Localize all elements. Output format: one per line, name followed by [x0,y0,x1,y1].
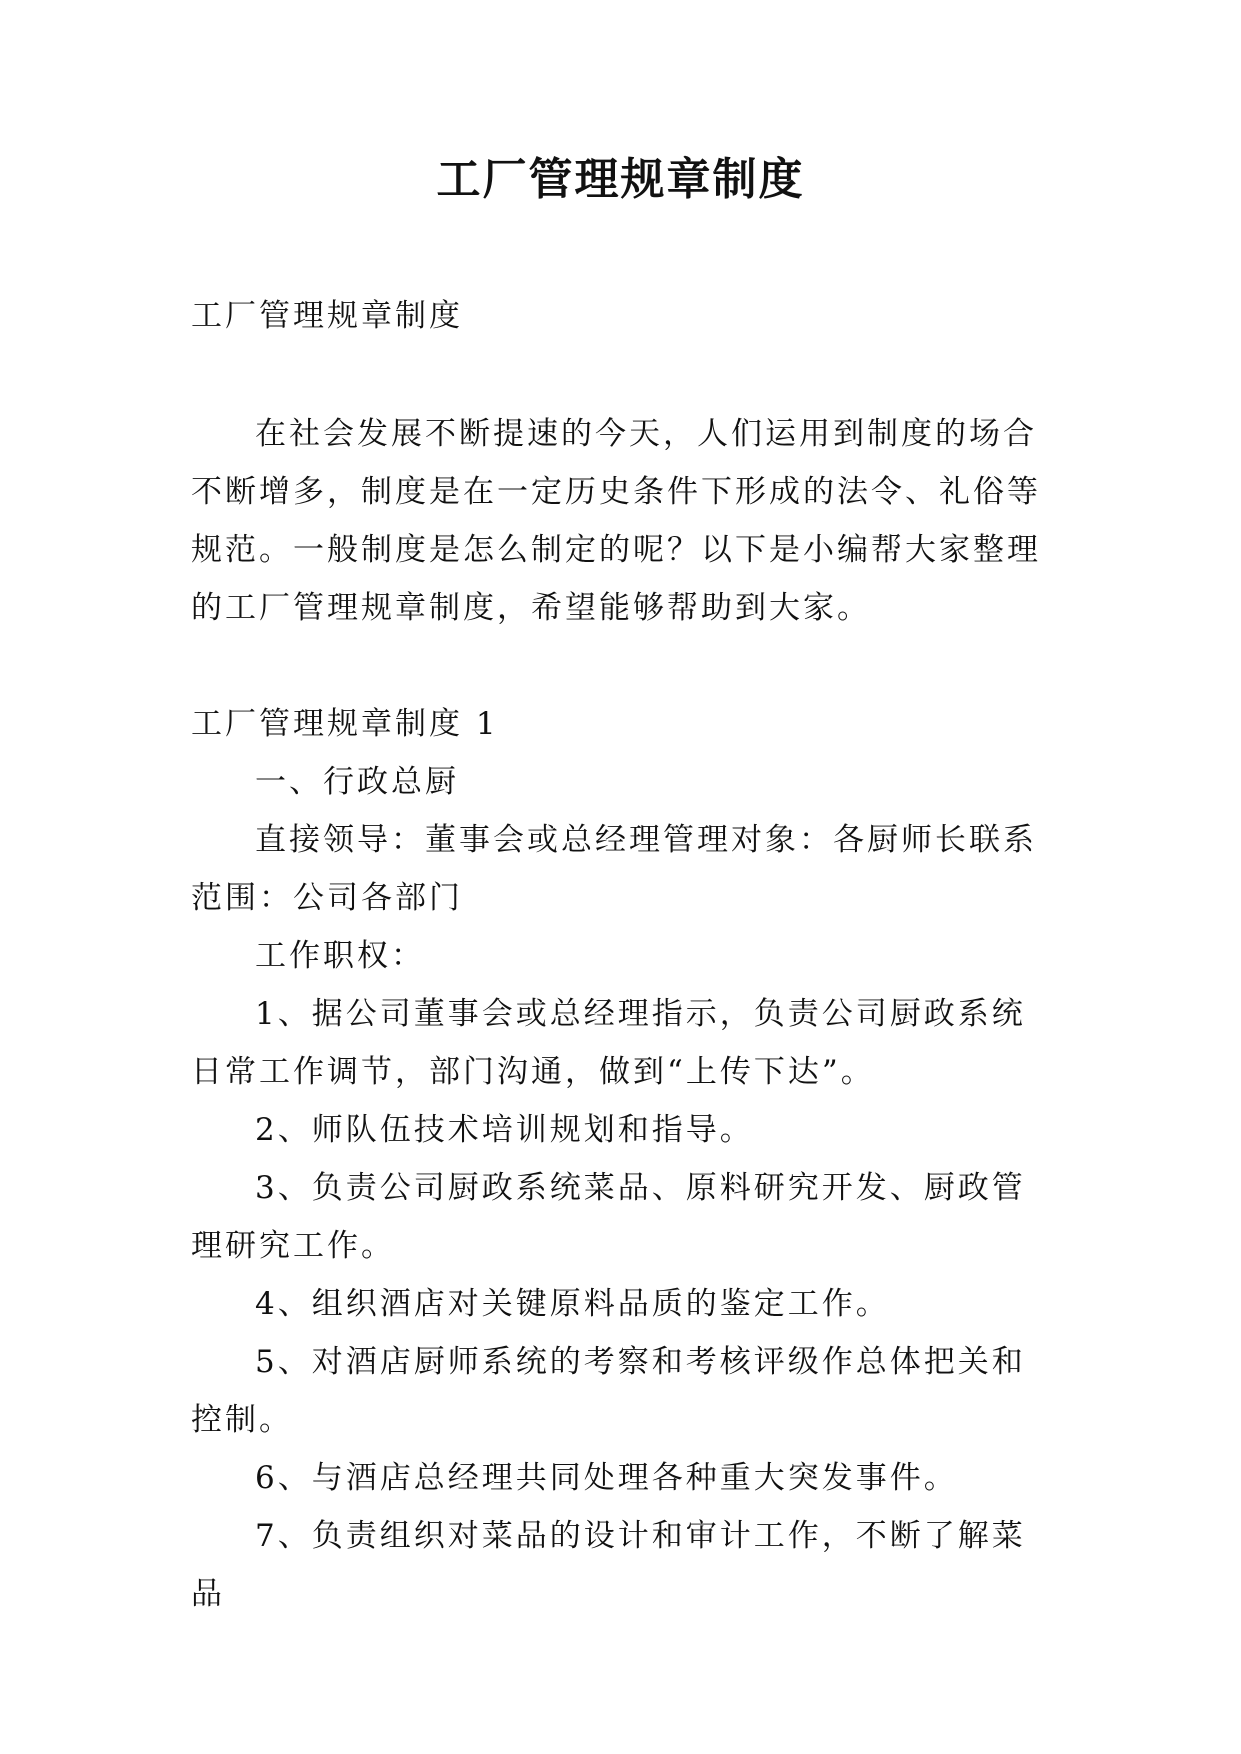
duty-item-4: 4、组织酒店对关键原料品质的鉴定工作。 [255,1286,890,1322]
section-heading: 工厂管理规章制度 1 [191,706,499,742]
duties-label: 工作职权： [255,938,425,974]
document-body [191,287,1051,1623]
document-subtitle: 工厂管理规章制度 [191,298,463,334]
duty-item-3: 3、负责公司厨政系统菜品、原料研究开发、厨政管理研究工作。 [191,1170,1026,1264]
duty-item-2: 2、师队伍技术培训规划和指导。 [255,1112,754,1148]
duty-item-1: 1、据公司董事会或总经理指示，负责公司厨政系统日常工作调节，部门沟通，做到“上传下达”。 [191,996,1026,1090]
duty-item-5: 5、对酒店厨师系统的考察和考核评级作总体把关和控制。 [191,1344,1026,1438]
section-title: 一、行政总厨 [255,764,459,800]
leadership-paragraph: 直接领导：董事会或总经理管理对象：各厨师长联系范围：公司各部门 [191,822,1037,916]
document-title: 工厂管理规章制度 [436,154,805,205]
duty-item-7: 7、负责组织对菜品的设计和审计工作，不断了解菜品 [191,1518,1026,1612]
duty-item-6: 6、与酒店总经理共同处理各种重大突发事件。 [255,1460,958,1496]
intro-paragraph: 在社会发展不断提速的今天，人们运用到制度的场合不断增多，制度是在一定历史条件下形成的法令、礼俗等规范。一般制度是怎么制定的呢？以下是小编帮大家整理的工厂管理规章制度，希望能够帮助到大家。 [191,416,1041,626]
